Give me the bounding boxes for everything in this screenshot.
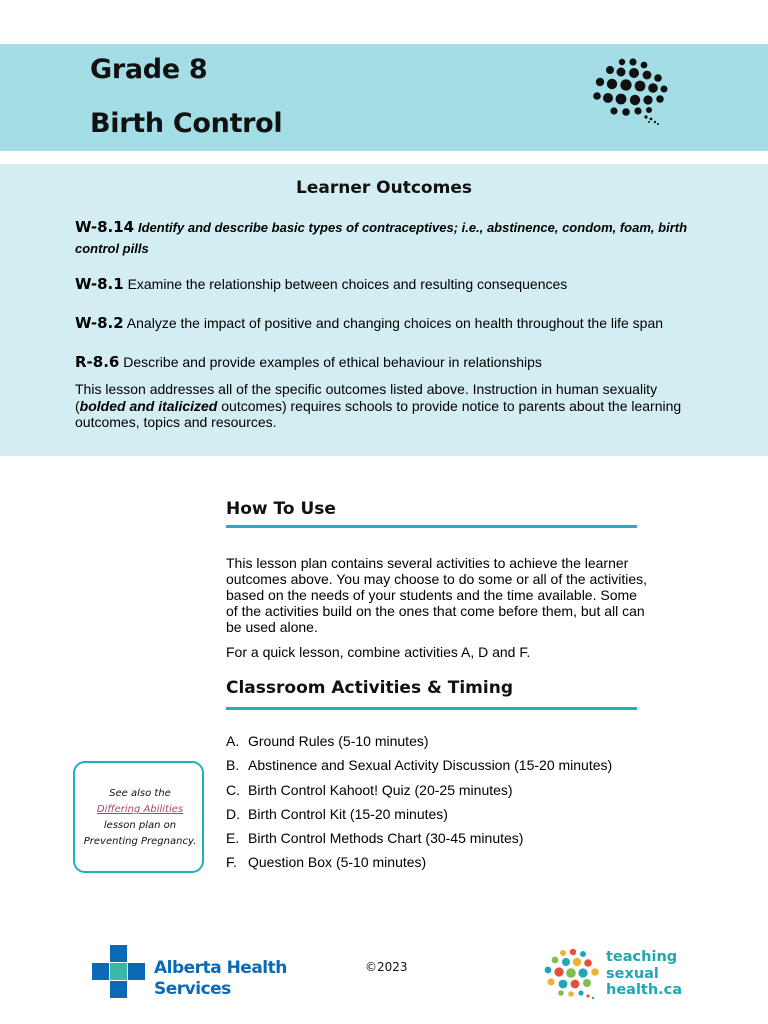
outcome-code: W-8.2 xyxy=(75,314,124,332)
outcome-w82 xyxy=(75,313,700,333)
topic-title: Birth Control xyxy=(90,108,283,139)
activity-label: Ground Rules (5-10 minutes) xyxy=(248,733,429,749)
activity-letter: B. xyxy=(226,757,240,773)
see-also-line: See also the xyxy=(109,788,171,799)
activity-item xyxy=(226,781,513,799)
activity-label: Abstinence and Sexual Activity Discussion (15-20 minutes) xyxy=(248,757,613,773)
outcome-text: Analyze the impact of positive and changing choices on health throughout the life span xyxy=(126,315,664,331)
tsh-wordmark xyxy=(606,949,682,999)
how-to-use-heading: How To Use xyxy=(226,499,336,519)
outcome-code: W-8.14 xyxy=(75,218,135,236)
activity-item xyxy=(226,756,612,774)
outcomes-heading: Learner Outcomes xyxy=(296,178,472,198)
activity-letter: F. xyxy=(226,854,237,870)
activity-item xyxy=(226,853,426,871)
differing-abilities-link[interactable]: Differing Abilities xyxy=(96,804,184,815)
activity-letter: C. xyxy=(226,782,240,798)
ahs-line: Services xyxy=(154,979,231,999)
activity-label: Birth Control Methods Chart (30-45 minutes) xyxy=(248,830,524,846)
outcomes-note xyxy=(75,381,685,431)
colorful-dots-icon xyxy=(541,948,603,1000)
outcome-r86 xyxy=(75,352,700,372)
see-also-text xyxy=(76,786,204,850)
note-text-start: This lesson addresses all of the specific outcomes listed above. Instruction in human sexuality ( xyxy=(75,381,658,414)
see-also-line: lesson plan on xyxy=(103,820,177,831)
outcome-text: Identify and describe basic types of contraceptives; i.e., abstinence, condom, foam, birth control pills xyxy=(75,220,688,256)
copyright: ©2023 xyxy=(365,960,408,974)
activity-letter: E. xyxy=(226,830,240,846)
how-to-use-paragraph: This lesson plan contains several activities to achieve the learner outcomes above. You may choose to do some or all of the activities, based on the needs of your students and the time available. Some of the activities build on the ones that come before them, but all can be used alone. xyxy=(226,555,648,635)
ahs-wordmark xyxy=(154,958,287,1000)
see-also-line: Preventing Pregnancy. xyxy=(83,836,197,847)
activity-item xyxy=(226,732,429,750)
quick-lesson-note: For a quick lesson, combine activities A, D and F. xyxy=(226,644,531,660)
activity-letter: D. xyxy=(226,806,240,822)
outcome-text: Examine the relationship between choices and resulting consequences xyxy=(127,276,568,292)
activity-label: Birth Control Kit (15-20 minutes) xyxy=(248,806,448,822)
section-divider xyxy=(226,525,637,528)
outcome-code: W-8.1 xyxy=(75,275,124,293)
activity-label: Question Box (5-10 minutes) xyxy=(248,854,427,870)
outcome-w814 xyxy=(75,217,700,259)
ahs-line: Alberta Health xyxy=(154,958,287,978)
tsh-line: sexual xyxy=(606,965,659,982)
grade-title: Grade 8 xyxy=(90,54,208,85)
alberta-health-cross-icon xyxy=(91,944,147,1000)
tsh-line: teaching xyxy=(606,949,678,965)
activity-letter: A. xyxy=(226,733,240,749)
activity-item xyxy=(226,829,523,847)
tsh-line: health.ca xyxy=(606,982,683,998)
note-text-end: outcomes) requires schools to provide notice to parents about the learning outcomes, topics and resources. xyxy=(75,397,682,430)
speech-bubble-dots-icon xyxy=(588,56,672,126)
note-emphasis: bolded and italicized xyxy=(79,397,218,414)
outcome-code: R-8.6 xyxy=(75,353,120,371)
activities-heading: Classroom Activities & Timing xyxy=(226,678,513,698)
section-divider xyxy=(226,707,637,710)
outcome-text: Describe and provide examples of ethical behaviour in relationships xyxy=(123,354,542,370)
activity-label: Birth Control Kahoot! Quiz (20-25 minutes) xyxy=(248,782,513,798)
activity-item xyxy=(226,805,448,823)
outcome-w81 xyxy=(75,274,700,294)
